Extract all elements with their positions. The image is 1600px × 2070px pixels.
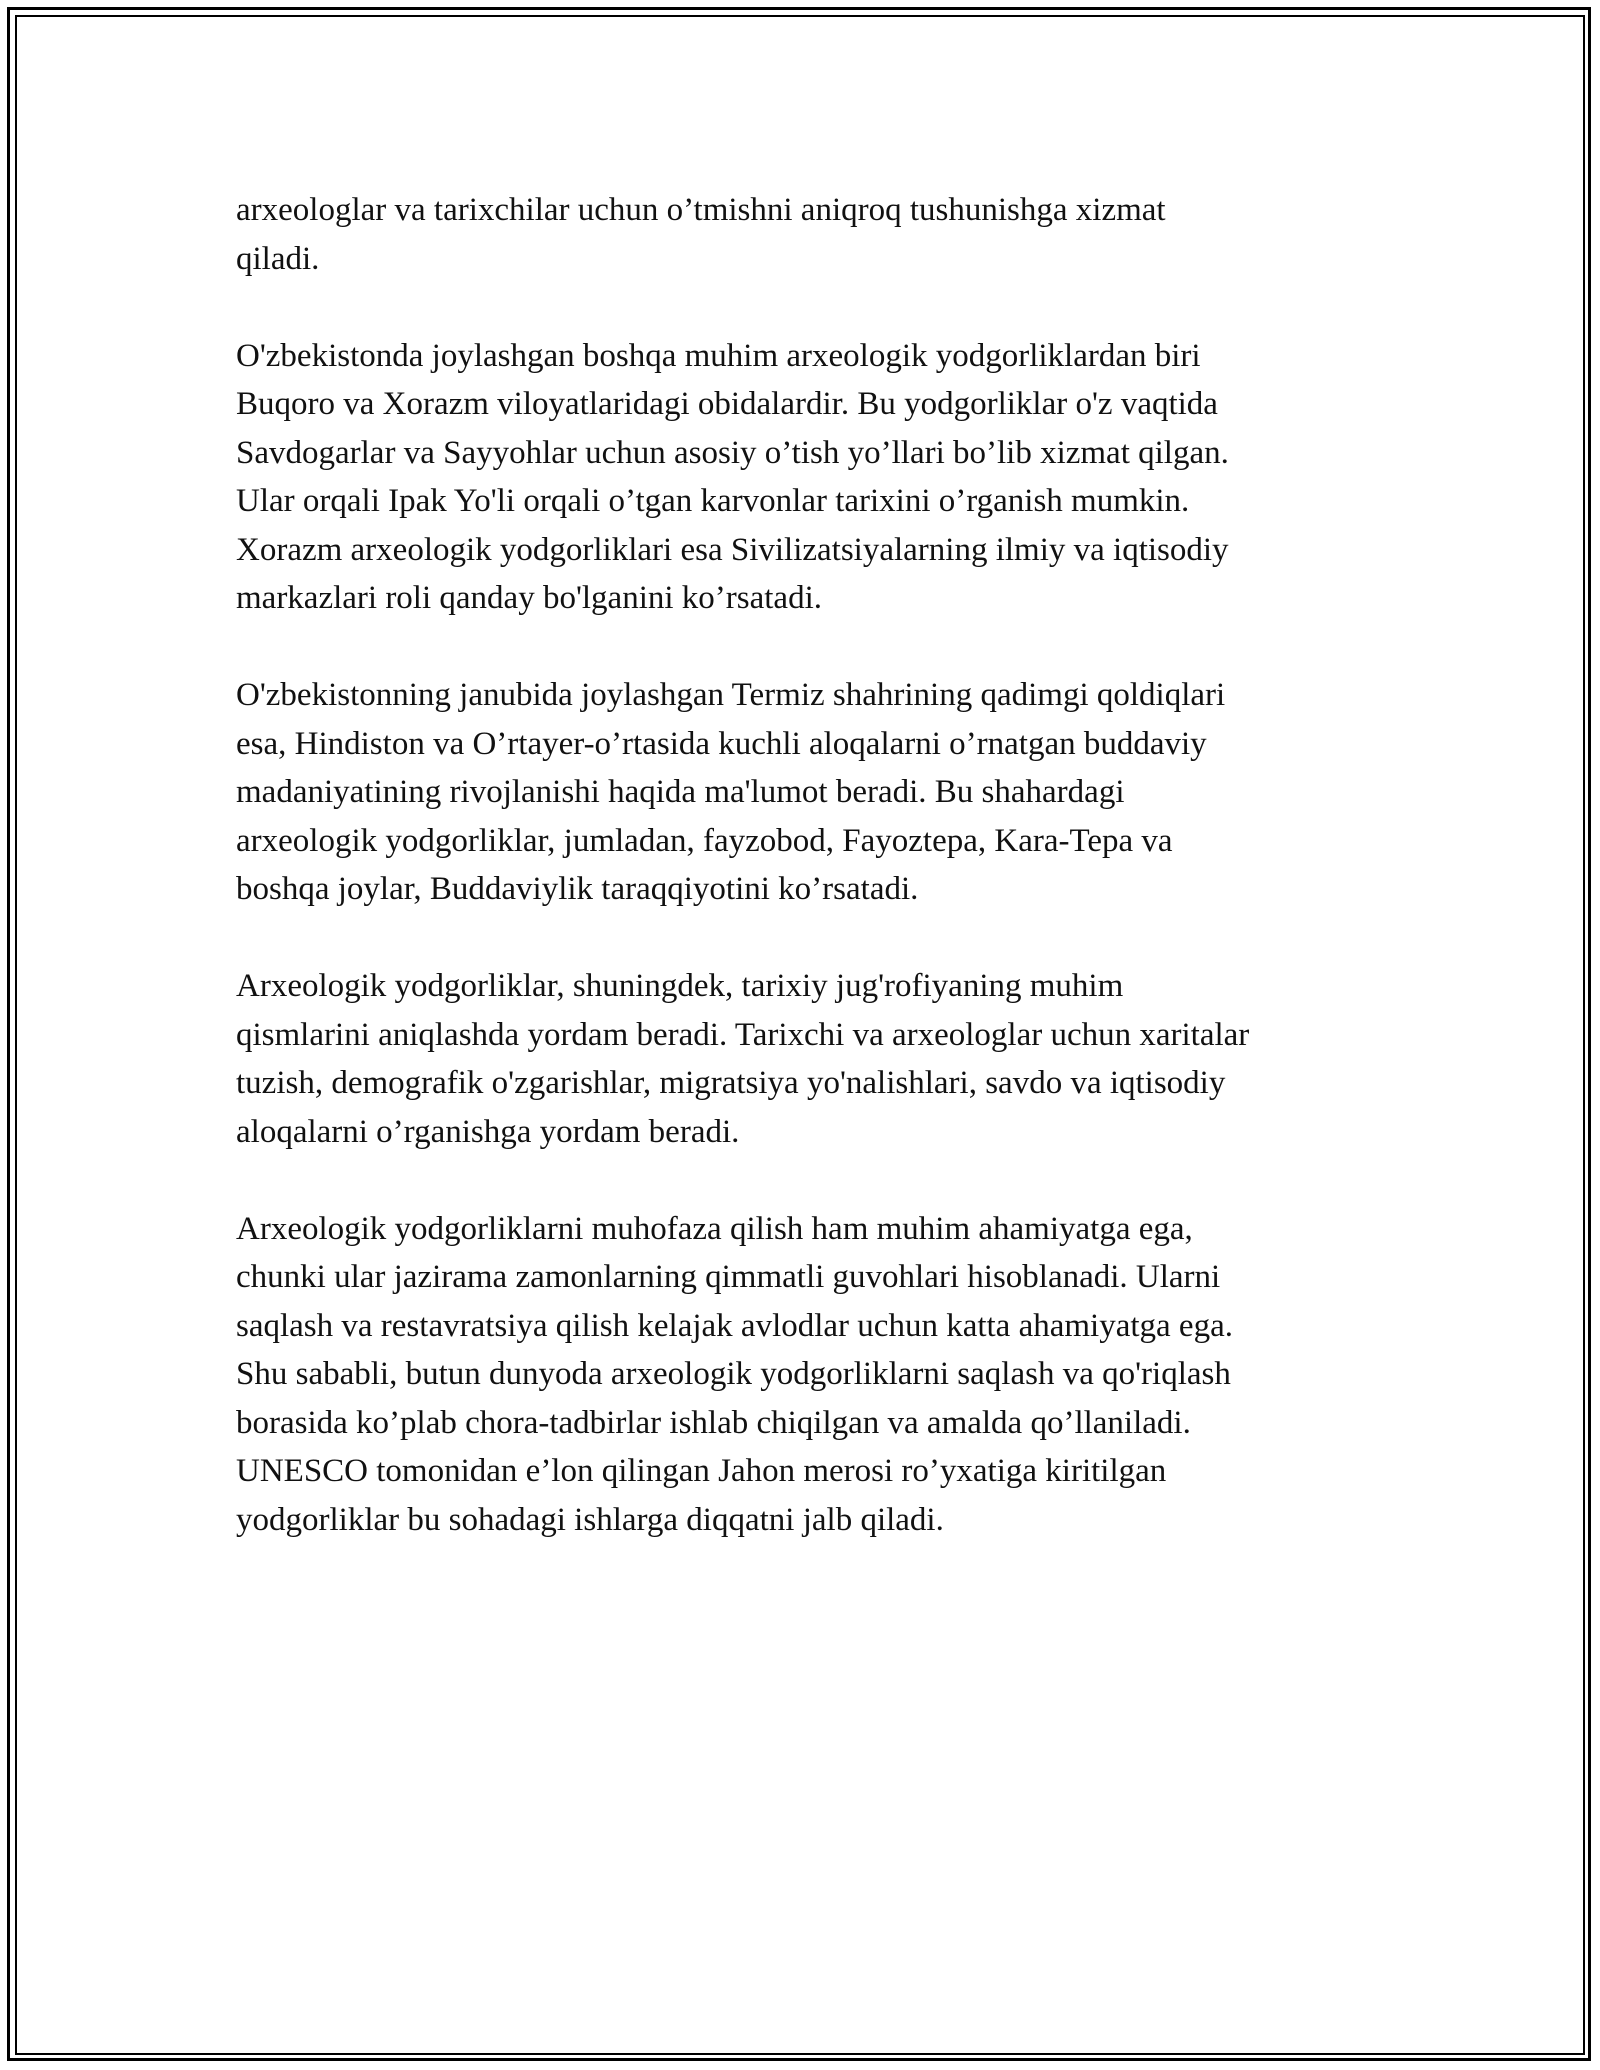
paragraph-3: [236, 671, 1386, 914]
paragraph-2: [236, 332, 1386, 623]
text-line: aloqalarni o’rganishga yordam beradi.: [236, 1113, 740, 1150]
paragraph-1: [236, 186, 1386, 283]
text-line: Xorazm arxeologik yodgorliklari esa Sivilizatsiyalarning ilmiy va iqtisodiy: [236, 531, 1229, 568]
text-line: qismlarini aniqlashda yordam beradi. Tarixchi va arxeologlar uchun xaritalar: [236, 1016, 1250, 1053]
text-line: O'zbekistonning janubida joylashgan Termiz shahrining qadimgi qoldiqlari: [236, 677, 1226, 713]
text-line: borasida ko’plab chora-tadbirlar ishlab chiqilgan va amalda qo’llaniladi.: [236, 1404, 1191, 1441]
document-body: [236, 186, 1386, 1593]
text-line: Arxeologik yodgorliklar, shuningdek, tarixiy jug'rofiyaning muhim: [236, 968, 1124, 1004]
text-line: arxeologlar va tarixchilar uchun o’tmishni aniqroq tushunishga xizmat: [236, 192, 1166, 228]
text-line: markazlari roli qanday bo'lganini ko’rsatadi.: [236, 580, 822, 616]
paragraph-5: [236, 1205, 1386, 1545]
text-line: O'zbekistonda joylashgan boshqa muhim arxeologik yodgorliklardan biri: [236, 337, 1201, 374]
text-line: tuzish, demografik o'zgarishlar, migratsiya yo'nalishlari, savdo va iqtisodiy: [236, 1065, 1226, 1101]
text-line: Ular orqali Ipak Yo'li orqali o’tgan karvonlar tarixini o’rganish mumkin.: [236, 483, 1190, 519]
text-line: Shu sababli, butun dunyoda arxeologik yodgorliklarni saqlash va qo'riqlash: [236, 1356, 1231, 1392]
text-line: chunki ular jazirama zamonlarning qimmatli guvohlari hisoblanadi. Ularni: [236, 1259, 1221, 1295]
text-line: esa, Hindiston va O’rtayer-o’rtasida kuchli aloqalarni o’rnatgan buddaviy: [236, 725, 1207, 762]
text-line: madaniyatining rivojlanishi haqida ma'lumot beradi. Bu shahardagi: [236, 774, 1125, 810]
text-line: boshqa joylar, Buddaviylik taraqqiyotini ko’rsatadi.: [236, 871, 919, 907]
text-line: qiladi.: [236, 240, 320, 277]
text-line: arxeologik yodgorliklar, jumladan, fayzobod, Fayoztepa, Kara-Tepa va: [236, 822, 1173, 859]
text-line: UNESCO tomonidan e’lon qilingan Jahon merosi ro’yxatiga kiritilgan: [236, 1453, 1167, 1489]
text-line: Arxeologik yodgorliklarni muhofaza qilish ham muhim ahamiyatga ega,: [236, 1210, 1193, 1247]
text-line: Savdogarlar va Sayyohlar uchun asosiy o’tish yo’llari bo’lib xizmat qilgan.: [236, 434, 1229, 471]
text-line: yodgorliklar bu sohadagi ishlarga diqqatni jalb qiladi.: [236, 1501, 944, 1538]
paragraph-4: [236, 962, 1386, 1156]
text-line: Buqoro va Xorazm viloyatlaridagi obidalardir. Bu yodgorliklar o'z vaqtida: [236, 386, 1218, 422]
text-line: saqlash va restavratsiya qilish kelajak avlodlar uchun katta ahamiyatga ega.: [236, 1307, 1233, 1344]
